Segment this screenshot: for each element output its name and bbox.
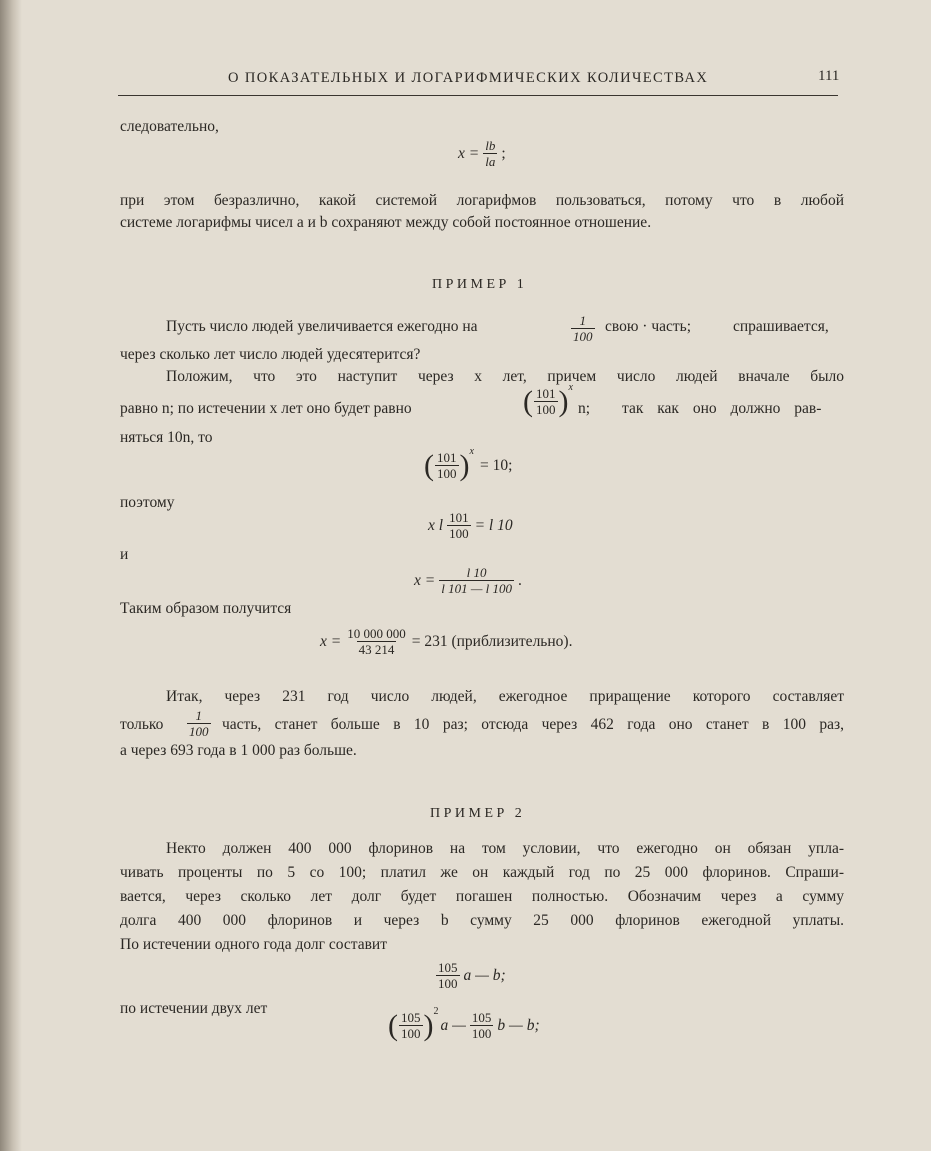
fraction-denominator: 100 [449, 526, 469, 541]
ex1-line-4b: n; [578, 400, 591, 417]
ex2-equation-2 [388, 1006, 540, 1042]
left-paren: ( [523, 384, 533, 418]
fraction-numerator: lb [485, 138, 496, 153]
formula-lhs: x = [458, 144, 480, 162]
fraction [483, 138, 497, 169]
ex1-para2-line-1: Итак, через 231 год число людей, ежегодное приращение которого составляет [166, 688, 844, 705]
ex1-equation-4 [320, 626, 572, 657]
fraction-denominator: 100 [471, 1026, 492, 1041]
ex1-para2-line-3: а через 693 года в 1 000 раз больше. [120, 742, 357, 759]
exponent: 2 [433, 1006, 439, 1017]
fraction-denominator: 100 [401, 1026, 421, 1041]
fraction-numerator: 101 [536, 386, 556, 401]
equation-lhs: x = [320, 632, 342, 650]
ex1-line-1b: свою · часть; [605, 318, 692, 335]
fraction-numerator: l 10 [466, 565, 487, 580]
ex1-para2-fraction [187, 708, 211, 739]
ex1-line-4a: равно n; по истечении x лет оно будет равно [120, 400, 412, 417]
intro-paragraph-line-2: системе логарифмы чисел a и b сохраняют между собой постоянное отношение. [120, 214, 652, 231]
fraction-denominator: 100 [536, 402, 556, 417]
equation-rhs: = l 10 [474, 516, 513, 534]
ex2-line-1: Некто должен 400 000 флоринов на том условии, что ежегодно он обязан упла- [166, 840, 844, 857]
fraction-denominator: 100 [437, 466, 457, 481]
ex2-line-2: чивать проценты по 5 со 100; платил же он каждый год по 25 000 флоринов. Спраши- [120, 864, 844, 881]
intro-paragraph-line-1: при этом безразлично, какой системой логарифмов пользоваться, потому что в любой [120, 192, 844, 209]
fraction [435, 450, 459, 481]
fraction [447, 510, 471, 541]
fraction [399, 1010, 423, 1041]
exponent: x [469, 446, 474, 457]
ex2-line-3: вается, через сколько лет долг будет погашен полностью. Обозначим через a сумму [120, 888, 844, 905]
ex2-line-4: долга 400 000 флоринов и через b сумму 25 000 флоринов ежегодной уплаты. [120, 912, 844, 929]
fraction-denominator: l 101 — l 100 [441, 581, 513, 596]
ex1-para2-line-2a: только [120, 716, 164, 733]
equation-lhs: x l [428, 516, 444, 534]
fraction-denominator: la [485, 154, 496, 169]
fraction-denominator: 100 [573, 329, 593, 344]
ex1-fraction-1-100 [571, 313, 595, 344]
fraction [534, 386, 558, 417]
ex2-line-5: По истечении одного года долг составит [120, 936, 387, 953]
fraction [439, 565, 514, 596]
page-edge-shadow [0, 0, 22, 1151]
left-paren: ( [424, 448, 434, 482]
equation-lhs: x = [414, 571, 436, 589]
ex1-equation-3 [414, 565, 522, 596]
page-number: 111 [818, 68, 840, 84]
fraction-numerator: 1 [579, 313, 586, 328]
ex1-para2-line-2b: часть, станет больше в 10 раз; отсюда через 462 года оно станет в 100 раз, [222, 716, 844, 733]
fraction-denominator: 100 [189, 724, 209, 739]
right-paren: ) [459, 448, 470, 482]
example-1-heading: ПРИМЕР 1 [432, 277, 528, 292]
ex1-line-1a: Пусть число людей увеличивается ежегодно на [166, 318, 478, 335]
exponent: x [568, 382, 573, 393]
ex1-line-1c: спрашивается, [733, 318, 829, 335]
formula-x-lb-la [458, 138, 506, 169]
equation-rhs: = 231 (приблизительно). [411, 632, 573, 650]
ex2-line-6: по истечении двух лет [120, 1000, 268, 1017]
ex1-line-3: Положим, что это наступит через x лет, причем число людей вначале было [166, 368, 844, 385]
fraction-2 [470, 1010, 494, 1041]
fraction-denominator: 43 214 [358, 642, 395, 657]
equation-rhs: b — b; [497, 1016, 540, 1034]
fraction [436, 960, 460, 991]
ex1-line-thus: Таким образом получится [120, 600, 292, 617]
running-header: О ПОКАЗАТЕЛЬНЫХ И ЛОГАРИФМИЧЕСКИХ КОЛИЧЕСТВАХ [228, 70, 709, 86]
fraction-denominator: 100 [438, 976, 458, 991]
fraction-numerator: 101 [449, 510, 469, 525]
ex1-line-4c: так как оно должно рав- [622, 400, 822, 417]
right-paren: ) [558, 384, 569, 418]
fraction-numerator: 10 000 000 [347, 626, 406, 641]
ex1-power-101-100 [523, 382, 573, 418]
fraction-numerator: 105 [438, 960, 458, 975]
left-paren: ( [388, 1008, 398, 1042]
equation-rhs: a — b; [463, 966, 506, 984]
word-and: и [120, 546, 129, 563]
fraction-numerator: 105 [471, 1010, 492, 1025]
ex1-equation-2 [428, 510, 513, 541]
fraction-numerator: 1 [195, 708, 202, 723]
word-therefore: поэтому [120, 494, 175, 511]
equation-rhs: = 10; [479, 456, 513, 474]
fraction-numerator: 105 [401, 1010, 421, 1025]
intro-word: следовательно, [120, 118, 219, 135]
ex1-line-5: няться 10n, то [120, 429, 213, 446]
ex2-equation-1 [432, 960, 506, 991]
header-rule [118, 95, 838, 96]
ex1-equation-1 [424, 446, 513, 482]
example-2-heading: ПРИМЕР 2 [430, 806, 526, 821]
fraction-numerator: 101 [437, 450, 457, 465]
fraction [345, 626, 408, 657]
equation-tail: . [518, 571, 522, 589]
equation-mid: a — [440, 1016, 466, 1034]
formula-tail: ; [501, 144, 506, 162]
ex1-line-2: через сколько лет число людей удесятерится? [120, 346, 421, 363]
right-paren: ) [423, 1008, 434, 1042]
